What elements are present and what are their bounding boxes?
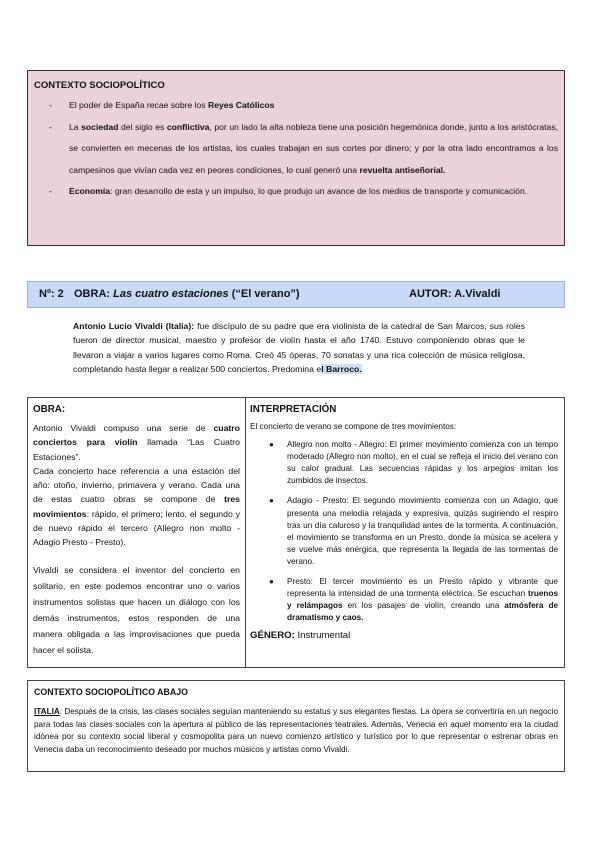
context-title: CONTEXTO SOCIOPOLÍTICO — [34, 80, 165, 91]
dash-marker: - — [49, 186, 52, 196]
obra-text: llamada “Las Cuatro Estaciones”. — [33, 437, 240, 462]
bullet-icon: ● — [269, 577, 274, 587]
genre-line — [250, 630, 558, 642]
context-item-bold: sociedad — [81, 121, 119, 132]
obra-bold: tres movimientos — [33, 494, 240, 519]
context-item-bold: revuelta antiseñorial. — [359, 164, 446, 175]
context-item-text: La — [69, 121, 82, 132]
obra-column — [28, 398, 246, 667]
interpretacion-title: INTERPRETACIÓN — [250, 404, 337, 415]
context-low-paragraph — [34, 706, 558, 756]
work-author: AUTOR: A.Vivaldi — [409, 288, 501, 300]
bio-highlight: l Barroco. — [321, 364, 362, 375]
work-header-bar — [27, 281, 565, 308]
obra-title: OBRA: — [33, 404, 66, 415]
context-item-text: del siglo es — [118, 121, 167, 132]
dash-marker: - — [49, 121, 52, 132]
work-label: OBRA: — [74, 288, 114, 300]
context-item-text: , por un lado la alta nobleza tiene una posición hegemónica donde, junto a los aristócratas, se convierten en mecenas de los artistas, los cuales trabajan en sus cortes por dinero; y por la otra lado encontramos a los campesinos que vivían cada vez en peores condiciones, lo cual generó una — [69, 121, 559, 175]
movement-text: en los pasajes de violín, creando una — [342, 601, 505, 611]
interpretacion-intro: El concierto de verano se compone de tres movimientos: — [250, 422, 457, 431]
bullet-icon: ● — [269, 496, 274, 506]
work-heading — [74, 282, 300, 307]
composer-bio — [73, 319, 525, 377]
work-title: Las cuatro estaciones — [113, 288, 229, 300]
context-item-bold: conflictiva — [166, 121, 210, 132]
obra-paragraph-2 — [33, 464, 240, 550]
context-list — [34, 95, 558, 203]
bio-text: fue discípulo de su padre que era violinista de la catedral de San Marcos, sus roles fueron de director musical, maestro y profesor de violín hasta el año 1740. Estuvo componiendo obras que le llevaron a viajar a varios lugares como Roma. Creó 45 óperas, 70 sonatas y una rica colección de música religiosa, completando hasta llegar a realizar 500 conciertos. Predomina e — [73, 321, 525, 375]
movement-text: Allegro non molto - Allegro: El primer movimiento comienza con un tempo moderado (Allegro non molto), en el cual se refleja el inicio del verano con su calor gradual. Las secuencias rápidas y los arpegios imitan los zumbidos de insectos. — [287, 440, 558, 486]
obra-paragraph-3: Vivaldi se considera el inventor del concierto en solitario, en este podemos encontrar uno o varios instrumentos solistas que hacen un diálogo con los demás instrumentos, estos responden de una manera obligada a las improvisaciones que pueda hacer el solista. — [33, 564, 240, 655]
movement-item — [250, 576, 558, 624]
context-item-power — [34, 95, 558, 117]
context-item-text: : gran desarrollo de esta y un impulso, lo que produjo un avance de los medios de transporte y comunicación. — [110, 186, 528, 196]
genre-value: Instrumental — [294, 630, 351, 642]
composer-name: Antonio Lucio Vivaldi (Italia): — [73, 321, 195, 331]
context-box — [27, 70, 565, 246]
context-item-text: El poder de España recae sobre los — [69, 100, 209, 110]
obra-bold: cuatro conciertos para violín — [33, 423, 240, 448]
context-item-bold: Reyes Católicos — [208, 100, 275, 110]
context-low-text: : Después de la crisis, las clases sociales seguían manteniendo su estatus y sus elegantes fiestas. La ópera se convertiría en un negocio para todas las clases sociales con la apertura al público de las representaciones teatrales. Además, Venecia en aquel momento era la ciudad idónea por su contexto social liberal y cosmopolita para un nuevo comienzo artístico y turístico por lo que representar o estrenar obras en Venecia daba un reconocimiento deseado por muchos músicos y artistas como Vivaldi. — [34, 707, 558, 754]
movement-bold: truenos y relámpagos — [287, 589, 558, 611]
obra-paragraph-1 — [33, 421, 240, 464]
context-item-society — [34, 117, 558, 182]
context-item-economy — [34, 181, 558, 203]
context-low-country: ITALIA — [34, 707, 60, 716]
dash-marker: - — [49, 100, 52, 110]
bullet-icon: ● — [269, 440, 274, 450]
context-item-bold: Economía — [69, 186, 111, 196]
movement-item — [250, 439, 558, 487]
movement-item — [250, 495, 558, 568]
interpretacion-column — [246, 398, 564, 667]
obra-text: : rápido, el primero; lento, el segundo y de nuevo rápido el tercero (Allegro non molto - Adagio Presto - Presto). — [33, 508, 240, 548]
work-table — [27, 397, 565, 668]
movements-list — [250, 439, 558, 624]
movement-bold: atmósfera de dramatismo y caos. — [287, 601, 558, 623]
work-subtitle: (“El verano”) — [228, 288, 300, 300]
obra-text: Antonio Vivaldi compuso una serie de — [33, 423, 214, 433]
movement-text: Presto: El tercer movimiento es un Presto rápido y vibrante que representa la intensidad de una tormenta eléctrica. Se escuchan — [287, 577, 558, 599]
genre-label: GÉNERO: — [250, 630, 295, 642]
movement-text: Adagio - Presto: El segundo movimiento comienza con un Adagio, que presenta una melodía relajada y expresiva, quizás sugiriendo el respiro tras un día caluroso y la tranquilidad antes de la tormenta. A continuación, el movimiento se transforma en un Presto, donde la música se acelera y se vuelve más enérgica, que representa la llegada de las tormentas de verano. — [287, 496, 558, 566]
work-number: Nº: 2 — [39, 288, 64, 300]
context-low-box — [27, 680, 565, 772]
context-low-title: CONTEXTO SOCIOPOLÍTICO ABAJO — [34, 687, 188, 697]
obra-text: Cada concierto hace referencia a una estación del año: otoño, invierno, primavera y verano. Cada una de estas cuatro obras se compone de — [33, 465, 240, 505]
